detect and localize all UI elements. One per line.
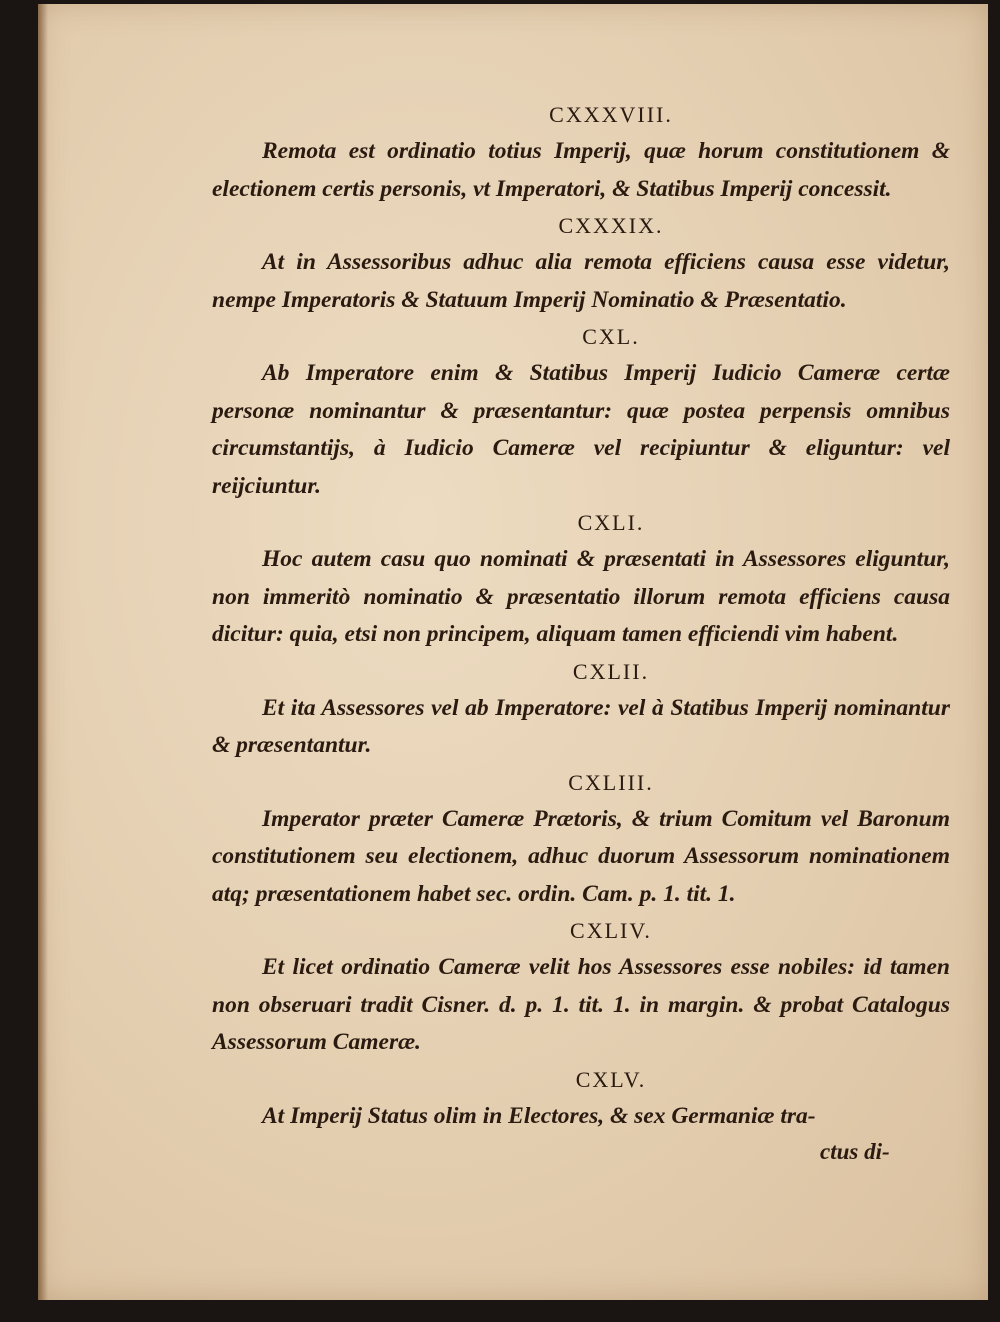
page-text: [212, 97, 950, 1135]
section-numeral: CXXXVIII.: [549, 102, 673, 127]
section-138: [212, 97, 950, 208]
page-spine-shadow: [38, 4, 48, 1300]
section-numeral: CXLV.: [575, 1066, 647, 1092]
section-text: Ab Imperatore enim & Statibus Imperij Iudicio Cameræ certæ personæ nominantur & præsentantur: quæ postea perpensis omnibus circumstantijs, à Iudicio Cameræ vel recipiuntur & eliguntur: vel reijciuntur.: [212, 360, 950, 499]
section-numeral: CXLI.: [577, 510, 645, 535]
section-numeral: CXLIV.: [570, 918, 652, 943]
section-139: [212, 208, 950, 319]
section-145: [212, 1062, 950, 1136]
section-141: [212, 505, 950, 654]
section-144: [212, 913, 950, 1062]
section-text: Hoc autem casu quo nominati & præsentati in Assessores eliguntur, non immeritò nominatio & præsentatio illorum remota efficiens causa dicitur: quia, etsi non principem, aliquam tamen efficiendi vim habent.: [212, 546, 950, 647]
section-numeral: CXLII.: [572, 658, 650, 684]
section-143: [212, 765, 950, 914]
section-142: [212, 654, 950, 765]
section-140: [212, 319, 950, 505]
section-numeral: CXL.: [582, 324, 640, 349]
section-text: At Imperij Status olim in Electores, & sex Germaniæ tra-: [262, 1102, 816, 1129]
section-numeral: CXXXIX.: [558, 213, 664, 238]
section-text: At in Assessoribus adhuc alia remota efficiens causa esse videtur, nempe Imperatoris & Statuum Imperij Nominatio & Præsentatio.: [212, 249, 950, 313]
section-text: Et ita Assessores vel ab Imperatore: vel à Statibus Imperij nominantur & præsentantur.: [212, 694, 950, 758]
section-text: Imperator præter Cameræ Prætoris, & trium Comitum vel Baronum constitutionem seu electionem, adhuc duorum Assessorum nominationem atq; præsentationem habet sec. ordin. Cam. p. 1. tit. 1.: [212, 805, 950, 907]
section-numeral: CXLIII.: [568, 769, 654, 795]
section-text: Remota est ordinatio totius Imperij, quæ horum constitutionem & electionem certis personis, vt Imperatori, & Statibus Imperij concessit.: [212, 138, 950, 202]
catchword: ctus di-: [820, 1139, 890, 1164]
section-text: Et licet ordinatio Cameræ velit hos Assessores esse nobiles: id tamen non obseruari tradit Cisner. d. p. 1. tit. 1. in margin. & probat Catalogus Assessorum Cameræ.: [212, 954, 950, 1055]
